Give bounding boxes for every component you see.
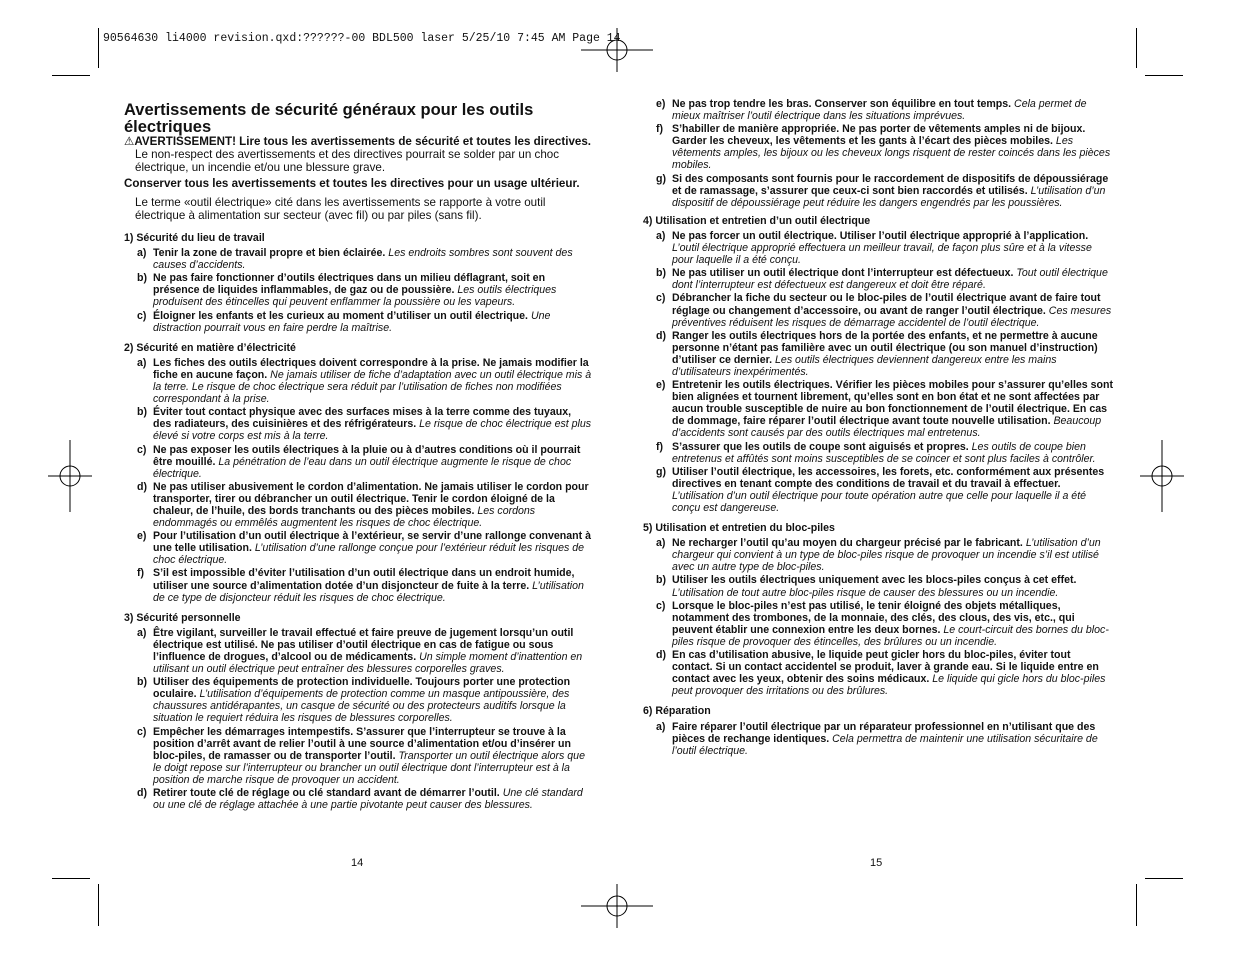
item-label: a)	[137, 626, 147, 639]
item-label: b)	[656, 267, 666, 280]
right-top-items	[643, 98, 1113, 209]
item-italic-text: Le court-circuit des bornes du bloc-piles risque de provoquer des étincelles, des brûlures ou un incendie.	[672, 623, 1109, 648]
list-item	[643, 466, 1113, 514]
list-item	[124, 787, 592, 811]
item-label: f)	[137, 567, 145, 580]
list-item	[643, 600, 1113, 648]
item-label: e)	[137, 530, 147, 543]
crop-mark	[52, 878, 90, 879]
warning-triangle-icon: ⚠	[124, 135, 135, 148]
crop-mark	[98, 28, 99, 68]
list-item	[124, 310, 592, 334]
conserve-instructions: Conserver tous les avertissements et toutes les directives pour un usage ultérieur.	[124, 177, 580, 191]
list-item	[643, 574, 1113, 598]
list-item	[643, 537, 1113, 573]
item-italic-text: L’utilisation d’un outil électrique pour toute opération autre que celle pour laquelle il a été conçu est dangereuse.	[672, 489, 1087, 514]
item-italic-text: Les endroits sombres sont souvent des causes d’accidents.	[153, 247, 573, 272]
list-item	[643, 379, 1113, 439]
list-item	[643, 441, 1113, 465]
item-italic-text: Cela permettra de maintenir une utilisation sécuritaire de l’outil électrique.	[672, 732, 1098, 757]
item-italic-text: Le liquide qui gicle hors du bloc-piles peut provoquer des irritations ou des brûlures.	[672, 673, 1106, 698]
item-label: e)	[656, 98, 666, 110]
item-italic-text: L’outil électrique approprié effectuera un meilleur travail, de façon plus sûre et à la vitesse pour laquelle il a été conçu.	[672, 242, 1092, 267]
list-item	[124, 357, 592, 405]
list-item	[643, 330, 1113, 378]
section	[124, 342, 592, 604]
page-number-left: 14	[351, 857, 364, 869]
item-label: c)	[656, 292, 666, 305]
item-italic-text: L’utilisation d’un chargeur qui convient à un type de bloc-piles risque de provoquer un incendie s’il est utilisé avec un autre type de bloc-piles.	[672, 537, 1101, 574]
item-italic-text: Une clé standard ou une clé de réglage attachée à une partie pivotante peut causer des blessures.	[153, 787, 583, 812]
item-italic-text: Tout outil électrique dont l’interrupteur est défectueux est dangereux et doit être réparé.	[672, 267, 1108, 292]
item-label: g)	[656, 172, 666, 185]
item-bold-text: Ne pas forcer un outil électrique. Utiliser l’outil électrique approprié à l’application.	[672, 229, 1089, 242]
item-bold-text: Ne pas trop tendre les bras. Conserver son équilibre en tout temps.	[672, 98, 1012, 110]
item-bold-text: En cas d’utilisation abusive, le liquide peut gicler hors du bloc-piles, éviter tout contact. Si un contact accidentel se produit, laver à grande eau. Si le liquide entre en contact avec les yeux, obtenir des soins médicaux.	[672, 649, 1099, 686]
item-bold-text: Faire réparer l’outil électrique par un réparateur professionnel en n’utilisant que des pièces de rechange identiques.	[672, 720, 1096, 745]
item-label: b)	[656, 574, 666, 587]
item-bold-text: Ne pas utiliser un outil électrique dont l’interrupteur est défectueux.	[672, 267, 1014, 280]
item-label: d)	[656, 329, 666, 342]
item-bold-text: Lorsque le bloc-piles n’est pas utilisé, le tenir éloigné des objets métalliques, notamment des trombones, de la monnaie, des clés, des clous, des vis, etc., qui peuvent établir une connexion entre les deux bornes.	[672, 599, 1075, 636]
item-bold-text: Ne pas exposer les outils électriques à la pluie ou à d’autres conditions où il pourrait être mouillé.	[153, 443, 581, 468]
item-label: d)	[137, 787, 147, 800]
item-italic-text: Les vêtements amples, les bijoux ou les cheveux longs risquent de rester coincés dans les pièces mobiles.	[672, 135, 1111, 172]
item-label: c)	[137, 725, 147, 738]
item-label: e)	[656, 379, 666, 392]
item-bold-text: Entretenir les outils électriques. Vérifier les pièces mobiles pour s’assurer qu’elles sont bien alignées et tournent librement, qu’elles sont en bon état et ne sont affectées par aucun trouble susceptible de nuire au bon fonctionnement de l’outil électrique. En cas de dommage, faire réparer l’outil électrique avant toute nouvelle utilisation.	[672, 379, 1113, 428]
list-item	[643, 98, 1113, 122]
crop-mark	[1136, 884, 1137, 926]
item-bold-text: Éloigner les enfants et les curieux au moment d’utiliser un outil électrique.	[153, 309, 528, 322]
item-italic-text: L’utilisation d’un dispositif de dépoussiérage peut réduire les dangers engendrés par les poussières.	[672, 184, 1106, 209]
item-label: d)	[656, 649, 666, 662]
section-title: 2) Sécurité en matière d’électricité	[124, 341, 296, 354]
item-label: b)	[137, 272, 147, 285]
list-item	[124, 627, 592, 675]
crop-mark	[98, 884, 99, 926]
list-item	[124, 247, 592, 271]
item-italic-text: Les outils de coupe bien entretenus et affûtés sont moins susceptibles de se coincer et sont plus faciles à contrôler.	[672, 440, 1096, 465]
item-italic-text: Le risque de choc électrique est plus élevé si votre corps est mis à la terre.	[153, 418, 592, 443]
list-item	[124, 481, 592, 529]
section-title: 5) Utilisation et entretien du bloc-piles	[643, 522, 835, 535]
item-label: g)	[656, 465, 666, 478]
section	[643, 215, 1113, 514]
registration-mark-left	[34, 440, 106, 512]
crop-mark	[1145, 878, 1183, 879]
registration-mark-top	[581, 14, 653, 86]
item-italic-text: La pénétration de l’eau dans un outil électrique augmente le risque de choc électrique.	[153, 455, 572, 480]
item-italic-text: Ces mesures préventives réduisent les risques de démarrage accidentel de l’outil électrique.	[672, 304, 1112, 329]
item-bold-text: Retirer toute clé de réglage ou clé standard avant de démarrer l’outil.	[153, 787, 500, 800]
item-label: a)	[137, 356, 147, 369]
item-label: a)	[656, 229, 666, 242]
warning-bold: AVERTISSEMENT! Lire tous les avertissements de sécurité et toutes les directives.	[134, 135, 592, 148]
item-bold-text: Tenir la zone de travail propre et bien éclairée.	[153, 247, 386, 260]
section-title: 3) Sécurité personnelle	[124, 611, 241, 624]
item-bold-text: Empêcher les démarrages intempestifs. S’assurer que l’interrupteur se trouve à la position d’arrêt avant de relier l’outil à une source d’alimentation et/ou d’insérer un bloc-piles, de ramasser ou de transporter l’outil.	[153, 725, 571, 762]
section-title: 1) Sécurité du lieu de travail	[124, 232, 265, 244]
item-label: a)	[137, 247, 147, 260]
item-bold-text: Débrancher la fiche du secteur ou le bloc-piles de l’outil électrique avant de faire tout réglage ou changement d’accessoire, ou avant de ranger l’outil électrique.	[672, 292, 1101, 317]
item-bold-text: Utiliser les outils électriques uniquement avec les blocs-piles conçus à cet effet.	[672, 574, 1077, 587]
intro-paragraph: Le terme «outil électrique» cité dans les avertissements se rapporte à votre outil électrique à alimentation sur secteur (avec fil) ou par piles (sans fil).	[135, 196, 546, 222]
list-item	[124, 406, 592, 442]
item-italic-text: L’utilisation de ce type de disjoncteur réduit les risques de choc électrique.	[153, 579, 584, 604]
item-italic-text: Transporter un outil électrique alors que le doigt repose sur l’interrupteur ou brancher un outil électrique dont l’interrupteur est à la position de marche risque de provoquer un accident.	[153, 749, 585, 786]
item-label: b)	[137, 676, 147, 689]
list-item	[643, 649, 1113, 697]
right-page	[643, 98, 1113, 758]
crop-mark	[52, 75, 90, 76]
registration-mark-right	[1126, 440, 1198, 512]
list-item	[643, 292, 1113, 328]
left-sections	[124, 232, 592, 811]
item-bold-text: S’habiller de manière appropriée. Ne pas porter de vêtements amples ni de bijoux. Garder les cheveux, les vêtements et les gants à l’écart des pièces mobiles.	[672, 123, 1086, 148]
item-bold-text: Être vigilant, surveiller le travail effectué et faire preuve de jugement lorsqu’un outil électrique est utilisé. Ne pas utiliser d’outil électrique en cas de fatigue ou sous l’influence de drogues, d’alcool ou de médicaments.	[153, 626, 574, 663]
item-italic-text: Beaucoup d’accidents sont causés par des outils électriques mal entretenus.	[672, 415, 1102, 440]
item-italic-text: L’utilisation d’équipements de protection comme un masque antipoussière, des chaussures antidérapantes, un casque de sécurité ou des protecteurs auditifs lorsque la situation le requiert réduira les risques de blessures corporelles.	[153, 688, 570, 725]
section	[124, 232, 592, 334]
item-label: a)	[656, 537, 666, 550]
item-bold-text: Les fiches des outils électriques doivent correspondre à la prise. Ne jamais modifier la fiche en aucune façon.	[153, 356, 589, 381]
list-item	[124, 567, 592, 603]
item-italic-text: Une distraction pourrait vous en faire perdre la maîtrise.	[153, 309, 551, 334]
list-item	[643, 721, 1113, 757]
list-item	[643, 267, 1113, 291]
list-item	[643, 173, 1113, 209]
list-item	[124, 272, 592, 308]
item-label: f)	[656, 123, 664, 136]
section	[643, 522, 1113, 697]
item-bold-text: Pour l’utilisation d’un outil électrique à l’extérieur, se servir d’une rallonge convenant à une telle utilisation.	[153, 530, 591, 555]
item-label: c)	[656, 599, 666, 612]
list-item	[124, 444, 592, 480]
list-item	[124, 726, 592, 786]
crop-mark	[1145, 75, 1183, 76]
item-bold-text: Ranger les outils électriques hors de la portée des enfants, et ne permettre à aucune personne n’étant pas familière avec un outil électrique (ou son manuel d’instruction) d’utiliser ce dernier.	[672, 329, 1098, 366]
item-label: b)	[137, 406, 147, 419]
item-italic-text: Les outils électriques deviennent dangereux entre les mains d’utilisateurs inexpérimentés.	[672, 353, 1057, 378]
item-bold-text: Ne recharger l’outil qu’au moyen du chargeur précisé par le fabricant.	[672, 537, 1023, 550]
page-title: Avertissements de sécurité généraux pour les outils électriques	[124, 101, 534, 136]
right-sections	[643, 215, 1113, 757]
item-label: f)	[656, 440, 664, 453]
crop-mark	[1136, 28, 1137, 68]
item-italic-text: Les cordons endommagés ou emmêlés augmentent les risques de choc électrique.	[153, 504, 536, 530]
item-label: d)	[137, 480, 147, 493]
item-italic-text: L’utilisation d’une rallonge conçue pour l’extérieur réduit les risques de choc électrique.	[153, 542, 585, 567]
item-bold-text: Ne pas faire fonctionner d’outils électriques dans un milieu déflagrant, soit en présence de liquides inflammables, de gaz ou de poussière.	[153, 272, 546, 297]
registration-mark-bottom	[581, 870, 653, 942]
item-italic-text: Ne jamais utiliser de fiche d’adaptation avec un outil électrique mis à la terre. Le risque de choc électrique sera réduit par l’utilisation de fiches non modifiées correspondant à la prise.	[153, 368, 592, 406]
list-item	[643, 123, 1113, 171]
list-item	[124, 676, 592, 724]
item-italic-text: Les outils électriques produisent des étincelles qui peuvent enflammer la poussière ou les vapeurs.	[153, 284, 557, 309]
item-label: c)	[137, 443, 147, 456]
section-title: 4) Utilisation et entretien d’un outil électrique	[643, 214, 871, 227]
item-label: a)	[656, 720, 666, 733]
print-slug-line: 90564630 li4000 revision.qxd:??????-00 BDL500 laser 5/25/10 7:45 AM Page 14	[103, 32, 621, 45]
item-bold-text: Éviter tout contact physique avec des surfaces mises à la terre comme des tuyaux, des radiateurs, des cuisinières et des réfrigérateurs.	[153, 406, 572, 431]
item-bold-text: Utiliser des équipements de protection individuelle. Toujours porter une protection oculaire.	[153, 676, 571, 701]
item-italic-text: Un simple moment d’inattention en utilisant un outil électrique peut entraîner des blessures corporelles graves.	[153, 651, 583, 676]
section	[124, 612, 592, 812]
warning-paragraph	[124, 136, 592, 174]
item-bold-text: Ne pas utiliser abusivement le cordon d’alimentation. Ne jamais utiliser le cordon pour transporter, tirer ou débrancher un outil électrique. Tenir le cordon éloigné de la chaleur, de l’huile, des bords tranchants ou des pièces mobiles.	[153, 480, 589, 517]
item-bold-text: Si des composants sont fournis pour le raccordement de dispositifs de dépoussiérage et de ramassage, s’assurer que ceux-ci sont bien raccordés et utilisés.	[672, 172, 1109, 197]
item-bold-text: S’assurer que les outils de coupe sont aiguisés et propres.	[672, 440, 969, 453]
list-item	[643, 230, 1113, 266]
page-number-right: 15	[870, 857, 883, 869]
item-bold-text: S’il est impossible d’éviter l’utilisation d’un outil électrique dans un endroit humide, utiliser une source d’alimentation dotée d’un disjoncteur de fuite à la terre.	[153, 567, 575, 592]
item-bold-text: Utiliser l’outil électrique, les accessoires, les forets, etc. conformément aux présentes directives en tenant compte des conditions de travail et du travail à effectuer.	[672, 465, 1105, 490]
left-page	[124, 102, 592, 812]
section	[643, 705, 1113, 756]
warning-text: Le non-respect des avertissements et des directives pourrait se solder par un choc électrique, un incendie et/ou une blessure grave.	[135, 147, 560, 174]
section-title: 6) Réparation	[643, 705, 711, 718]
item-italic-text: L’utilisation de tout autre bloc-piles risque de causer des blessures ou un incendie.	[672, 586, 1059, 599]
list-item	[124, 530, 592, 566]
item-label: c)	[137, 309, 147, 322]
item-italic-text: Cela permet de mieux maîtriser l’outil électrique dans les situations imprévues.	[672, 98, 1087, 123]
